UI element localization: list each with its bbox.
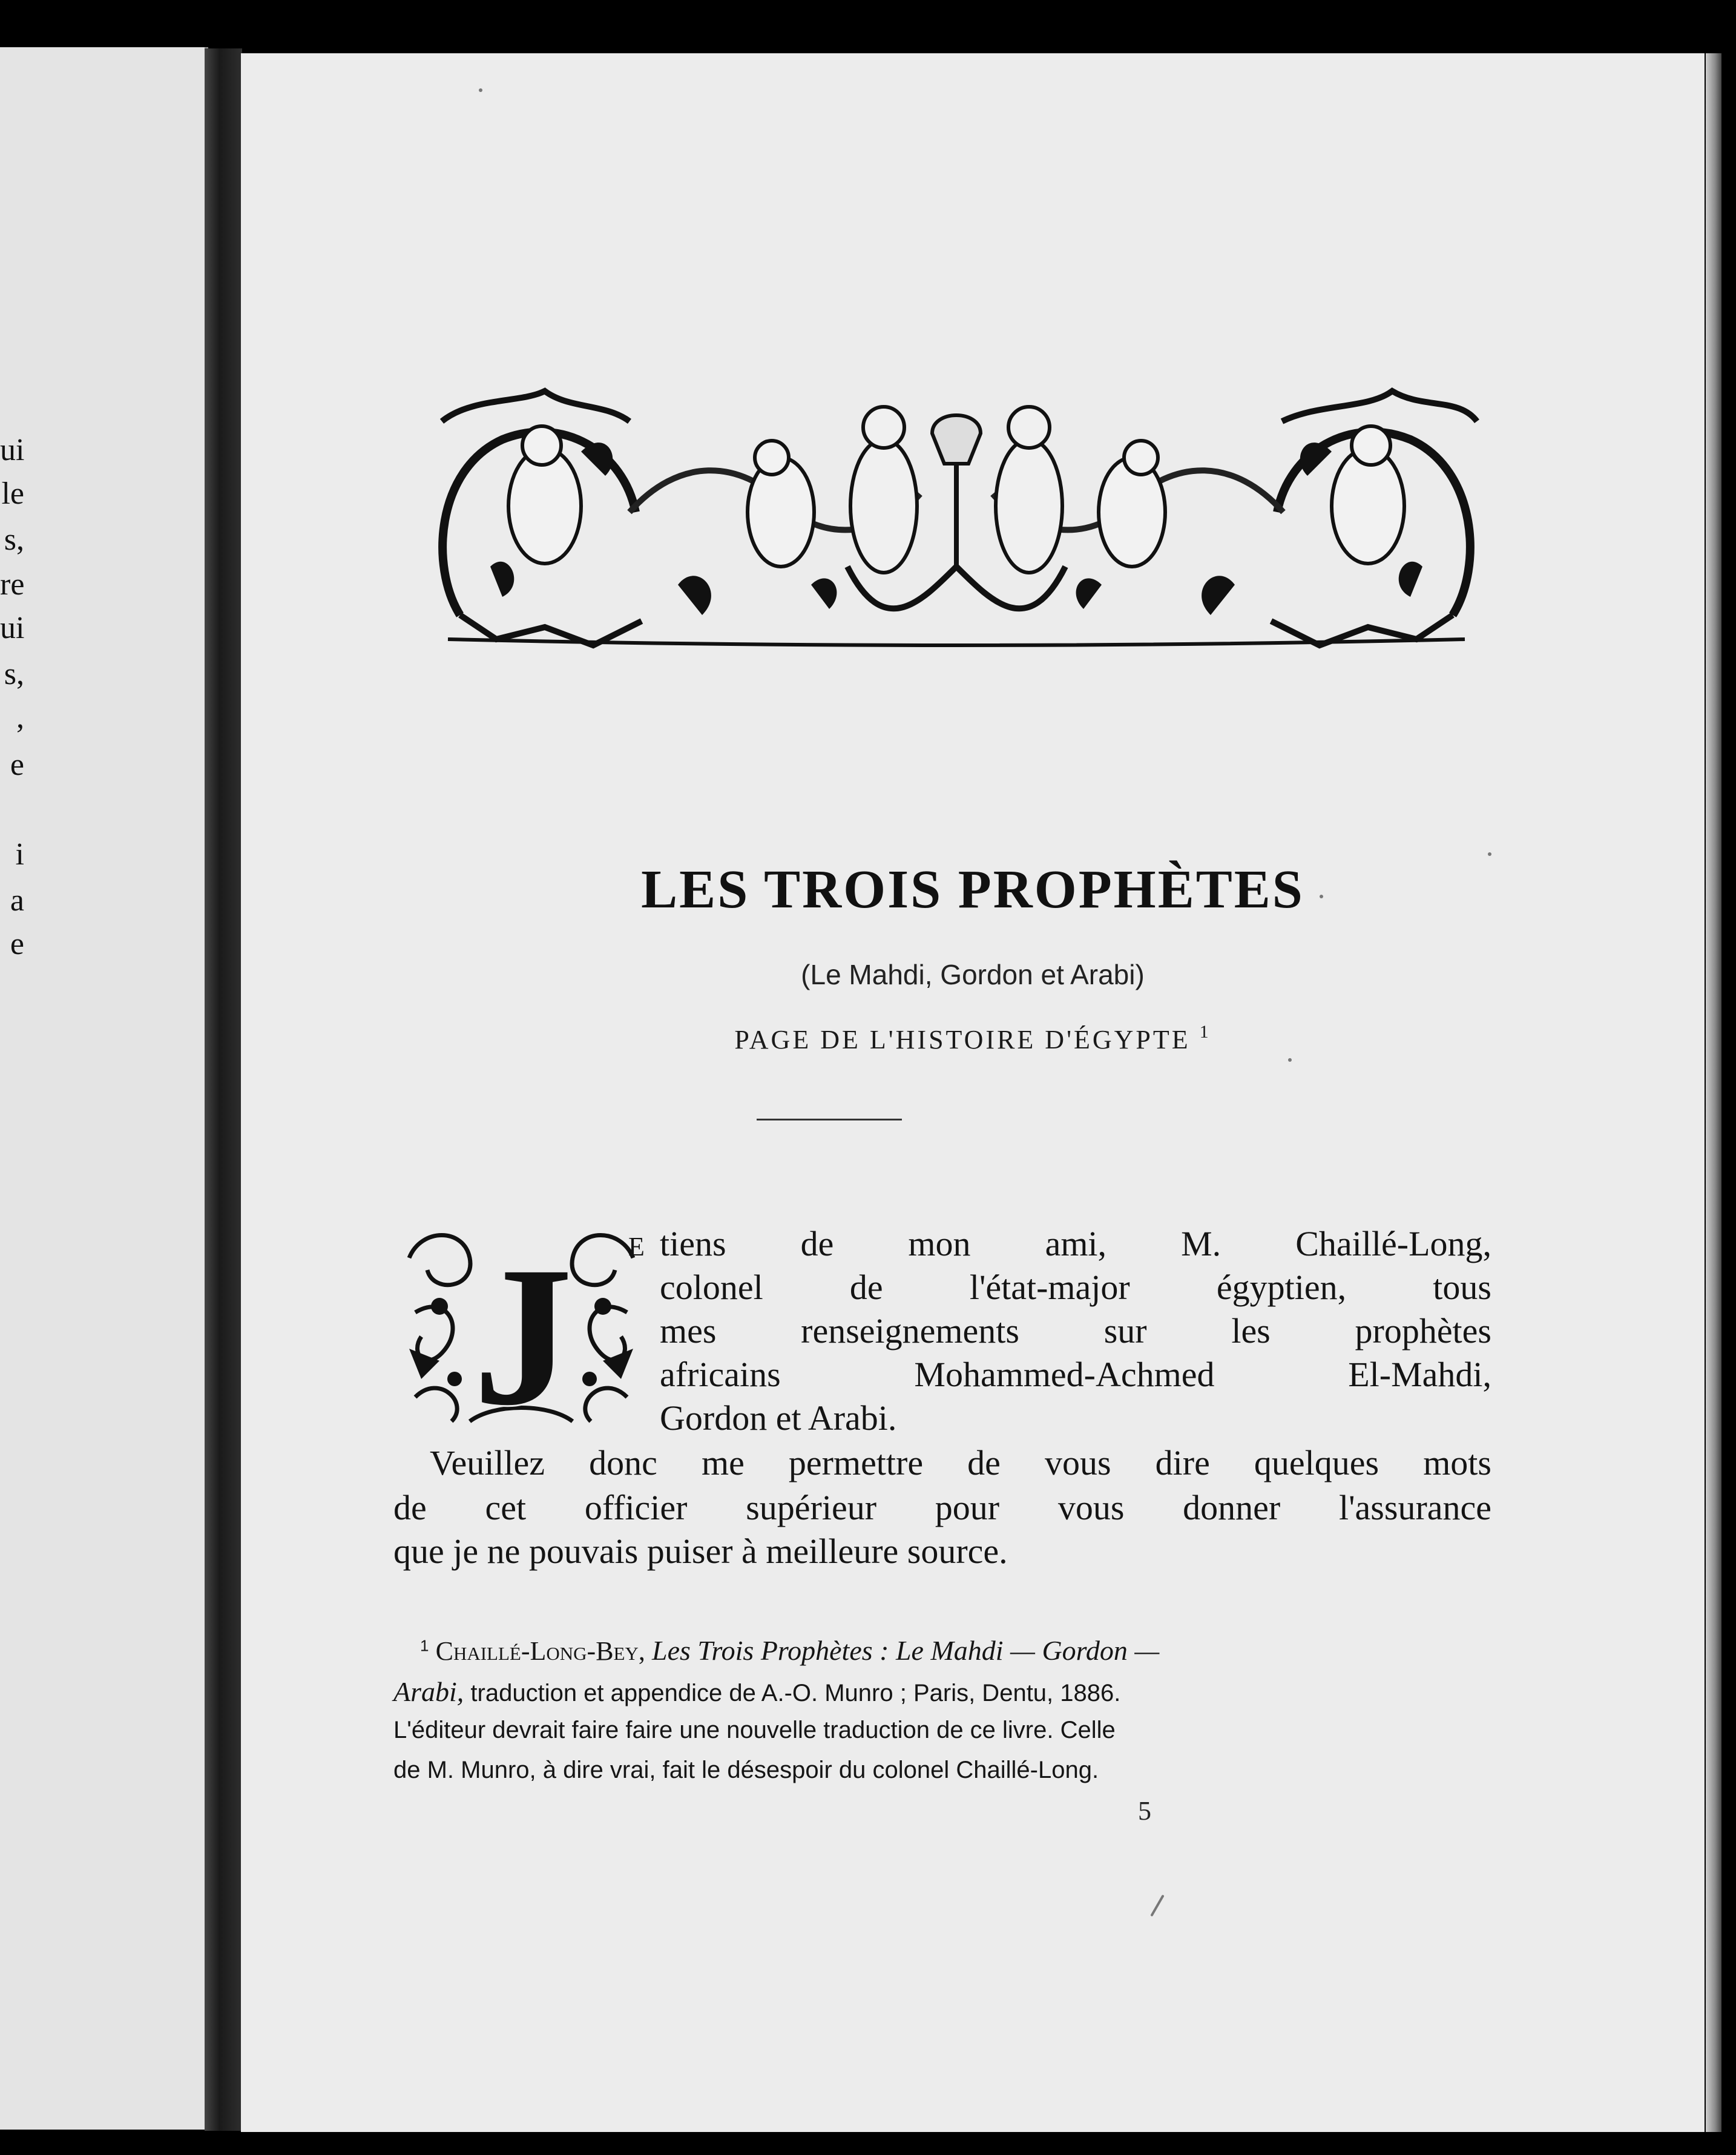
paragraph-line: tiens de mon ami, M. Chaillé-Long,: [660, 1224, 1491, 1263]
footnote-marker: 1: [420, 1636, 429, 1655]
footnote-line: de M. Munro, à dire vrai, fait le désespoir du colonel Chaillé-Long.: [393, 1757, 1099, 1783]
paragraph-line: mes renseignements sur les prophètes: [660, 1311, 1491, 1351]
drop-cap-continuation: E: [628, 1232, 645, 1262]
page-edge: [1706, 53, 1721, 2132]
paragraph-line: de cet officier supérieur pour vous donner l'assurance: [393, 1488, 1491, 1527]
left-page-fragment: s,: [4, 522, 24, 557]
left-page-fragment: re: [0, 567, 25, 602]
left-page-fragment: ,: [16, 700, 24, 735]
left-page-fragment: ui: [0, 433, 25, 467]
section-heading: [241, 1024, 1705, 1055]
left-page-fragment: e: [10, 748, 24, 782]
paragraph-line: que je ne pouvais puiser à meilleure source.: [393, 1532, 1008, 1571]
left-page-fragment: e: [10, 927, 24, 961]
chapter-subtitle: (Le Mahdi, Gordon et Arabi): [801, 959, 1145, 990]
book-spine: [205, 48, 242, 2131]
footnote-author: Chaillé-Long-Bey,: [435, 1636, 645, 1666]
chapter-title: LES TROIS PROPHÈTES: [641, 860, 1304, 920]
left-page-fragment: ui: [0, 611, 25, 645]
left-page-fragment: i: [15, 837, 24, 872]
paragraph-line: Gordon et Arabi.: [660, 1398, 897, 1438]
separator-rule: [757, 1119, 902, 1120]
left-page-fragment: s,: [4, 657, 24, 691]
ornamental-headpiece: [424, 385, 1488, 656]
footnote-line: [393, 1678, 1491, 1706]
paragraph-line: africains Mohammed-Achmed El-Mahdi,: [660, 1355, 1491, 1394]
right-page: [241, 53, 1705, 2132]
left-facing-page: [0, 47, 208, 2130]
drop-cap-letter: J: [473, 1226, 573, 1436]
footnote-line: L'éditeur devrait faire faire une nouvelle traduction de ce livre. Celle: [393, 1717, 1116, 1743]
left-page-fragment: a: [10, 883, 24, 918]
page-number: 5: [1138, 1796, 1151, 1826]
section-heading-text: PAGE DE L'HISTOIRE D'ÉGYPTE: [734, 1025, 1191, 1054]
footnote-reference: 1: [1199, 1022, 1211, 1042]
footnote-book-title-cont: Arabi,: [393, 1676, 464, 1707]
left-page-fragment: le: [1, 476, 24, 511]
footnote-book-title: Les Trois Prophètes : Le Mahdi — Gordon —: [652, 1635, 1160, 1666]
footnote-line: [420, 1637, 1491, 1665]
paragraph-line: colonel de l'état-major égyptien, tous: [660, 1268, 1491, 1307]
drop-cap: [397, 1222, 650, 1436]
footnote-publication: traduction et appendice de A.-O. Munro ; Paris, Dentu, 1886.: [470, 1680, 1121, 1706]
paragraph-line: Veuillez donc me permettre de vous dire quelques mots: [430, 1443, 1491, 1482]
